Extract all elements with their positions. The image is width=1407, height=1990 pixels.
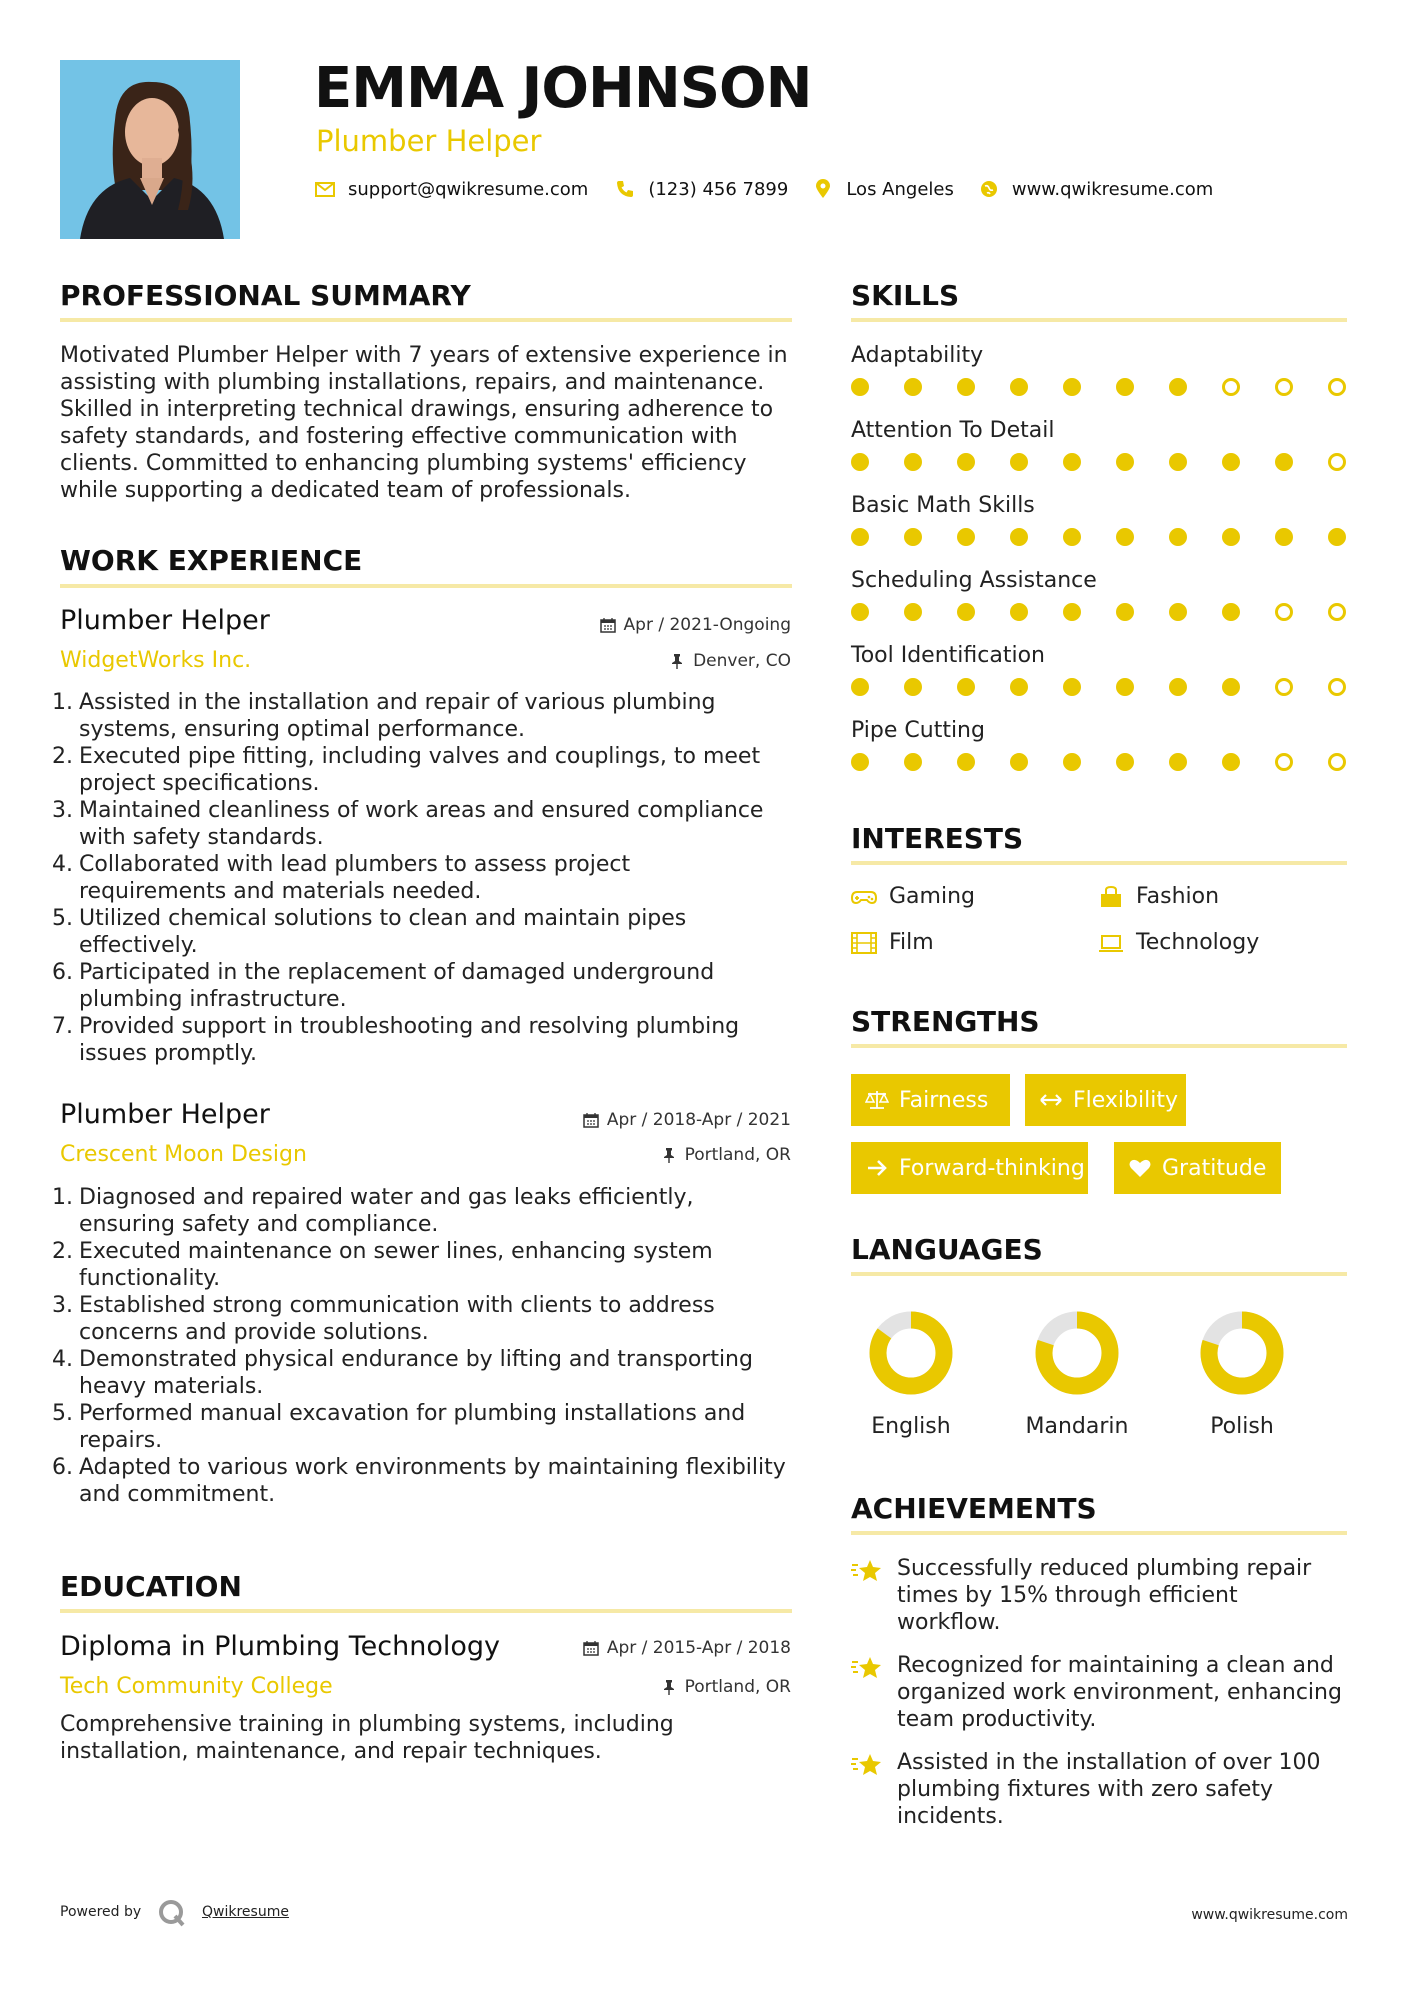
job-location-text: Portland, OR [684,1145,791,1165]
qwikresume-link[interactable]: Qwikresume [202,1904,289,1920]
list-item: Utilized chemical solutions to clean and maintain pipes effectively. [79,906,687,958]
list-item: Demonstrated physical endurance by lifting and transporting heavy materials. [79,1347,753,1399]
language-item [1172,1308,1312,1439]
rating-dot-filled [1222,453,1240,471]
job-company: WidgetWorks Inc. [60,648,252,673]
interest-label: Technology [1136,930,1260,955]
rating-dot-filled [851,753,869,771]
contact-website[interactable] [978,178,1213,200]
rating-dot-filled [1063,453,1081,471]
interest-label: Gaming [889,884,975,909]
rating-dot-filled [1063,603,1081,621]
language-donut [1172,1308,1312,1398]
achievements-divider [851,1531,1347,1535]
list-item: Diagnosed and repaired water and gas leaks efficiently, ensuring safety and compliance. [79,1185,694,1237]
interest-label: Fashion [1136,884,1220,909]
list-item: Established strong communication with clients to address concerns and provide solutions. [79,1293,715,1345]
rating-dot-filled [1222,753,1240,771]
summary-line: Skilled in interpreting technical drawings, ensuring adherence to [60,397,774,422]
rating-dot-filled [1275,453,1293,471]
education-description: Comprehensive training in plumbing systems, including installation, maintenance, and repair techniques. [60,1712,674,1764]
rating-dot-filled [1063,528,1081,546]
rating-dot-filled [957,753,975,771]
star-icon [851,1654,883,1682]
interest-fashion [1098,884,1219,909]
interest-technology [1098,930,1259,955]
pushpin-icon [661,1679,677,1695]
rating-dot-filled [1275,528,1293,546]
job-location [669,651,791,671]
skill-rating [851,453,1346,471]
list-item: Participated in the replacement of damaged underground plumbing infrastructure. [79,960,715,1012]
bag-icon [1098,886,1124,908]
balance-scale-icon [865,1089,889,1111]
interests-divider [851,861,1347,865]
rating-dot-filled [1169,753,1187,771]
contact-phone-text: (123) 456 7899 [648,178,789,200]
rating-dot-filled [904,453,922,471]
rating-dot-empty [1328,378,1346,396]
rating-dot-filled [957,453,975,471]
arrow-right-icon [865,1157,889,1179]
list-item: Provided support in troubleshooting and resolving plumbing issues promptly. [79,1014,740,1066]
rating-dot-filled [1116,603,1134,621]
rating-dot-filled [904,753,922,771]
school-name: Tech Community College [60,1674,333,1699]
degree-title: Diploma in Plumbing Technology [60,1631,500,1662]
strengths-divider [851,1044,1347,1048]
skill-name: Adaptability [851,343,984,368]
rating-dot-empty [1275,603,1293,621]
job-duties [60,1184,800,1508]
rating-dot-empty [1328,603,1346,621]
interest-film [851,930,934,955]
education-location-text: Portland, OR [684,1677,791,1697]
rating-dot-filled [957,528,975,546]
language-item [841,1308,981,1439]
calendar-icon [600,617,616,633]
job-dates [600,615,791,635]
rating-dot-filled [851,378,869,396]
gamepad-icon [851,886,877,908]
rating-dot-filled [1169,453,1187,471]
languages-divider [851,1272,1347,1276]
envelope-icon [314,178,336,200]
skill-rating [851,603,1346,621]
list-item: Performed manual excavation for plumbing installations and repairs. [79,1401,746,1453]
summary-heading: PROFESSIONAL SUMMARY [60,279,471,312]
strengths-heading: STRENGTHS [851,1005,1040,1038]
rating-dot-filled [1063,753,1081,771]
rating-dot-empty [1275,753,1293,771]
skill-rating [851,378,1346,396]
interest-gaming [851,884,975,909]
rating-dot-empty [1222,378,1240,396]
skill-name: Basic Math Skills [851,493,1035,518]
rating-dot-filled [904,603,922,621]
rating-dot-filled [1010,603,1028,621]
skill-rating [851,753,1346,771]
job-duties [60,689,800,1067]
summary-line: safety standards, and fostering effective communication with [60,424,738,449]
rating-dot-empty [1275,678,1293,696]
star-icon [851,1751,883,1779]
languages-heading: LANGUAGES [851,1233,1043,1266]
rating-dot-filled [851,528,869,546]
rating-dot-filled [1222,678,1240,696]
experience-divider [60,584,792,588]
list-item: Executed pipe fitting, including valves and couplings, to meet project specifications. [79,744,761,796]
summary-line: clients. Committed to enhancing plumbing systems' efficiency [60,451,747,476]
education-dates-text: Apr / 2015-Apr / 2018 [606,1638,791,1658]
rating-dot-filled [851,453,869,471]
job-location-text: Denver, CO [693,651,791,671]
film-icon [851,932,877,954]
rating-dot-filled [957,603,975,621]
rating-dot-filled [1222,528,1240,546]
contact-website-text: www.qwikresume.com [1011,178,1214,200]
contact-location [812,178,954,200]
contact-email[interactable] [314,178,588,200]
language-donut [1007,1308,1147,1398]
rating-dot-filled [1116,753,1134,771]
summary-text [60,342,800,504]
map-pin-icon [812,178,834,200]
list-item: Adapted to various work environments by maintaining flexibility and commitment. [79,1455,786,1507]
footer-website[interactable]: www.qwikresume.com [1191,1907,1348,1923]
arrows-horizontal-icon [1039,1089,1063,1111]
rating-dot-filled [851,678,869,696]
rating-dot-filled [1116,378,1134,396]
strength-tag [851,1142,1088,1194]
achievement-item: Recognized for maintaining a clean and organized work environment, enhancing team productivity. [851,1652,1347,1733]
summary-divider [60,318,792,322]
strength-tag [1025,1074,1186,1126]
job-dates-text: Apr / 2018-Apr / 2021 [606,1110,791,1130]
candidate-title: Plumber Helper [316,124,542,158]
qwikresume-logo-icon [157,1898,187,1928]
rating-dot-filled [1222,603,1240,621]
strength-label: Gratitude [1162,1155,1267,1181]
rating-dot-filled [851,603,869,621]
skill-rating [851,528,1346,546]
language-item [1007,1308,1147,1439]
rating-dot-filled [1169,678,1187,696]
candidate-name: EMMA JOHNSON [314,56,812,121]
skills-list [851,343,1347,793]
globe-icon [978,178,1000,200]
achievement-item: Assisted in the installation of over 100 plumbing fixtures with zero safety incidents. [851,1749,1347,1830]
skill-name: Pipe Cutting [851,718,985,743]
laptop-icon [1098,932,1124,954]
rating-dot-filled [1116,528,1134,546]
skills-divider [851,318,1347,322]
rating-dot-filled [957,378,975,396]
achievement-item: Successfully reduced plumbing repair times by 15% through efficient workflow. [851,1555,1347,1636]
rating-dot-filled [957,678,975,696]
rating-dot-empty [1328,453,1346,471]
skill-name: Scheduling Assistance [851,568,1097,593]
summary-line: Motivated Plumber Helper with 7 years of extensive experience in [60,343,788,368]
strength-tag [851,1074,1010,1126]
language-name: English [871,1414,951,1439]
job-dates [583,1110,791,1130]
calendar-icon [583,1640,599,1656]
rating-dot-filled [1010,453,1028,471]
skills-heading: SKILLS [851,279,960,312]
rating-dot-filled [1169,603,1187,621]
rating-dot-filled [1169,378,1187,396]
rating-dot-filled [1010,753,1028,771]
job-company: Crescent Moon Design [60,1142,307,1167]
list-item: Executed maintenance on sewer lines, enhancing system functionality. [79,1239,713,1291]
language-donut [841,1308,981,1398]
rating-dot-filled [904,678,922,696]
heart-icon [1128,1157,1152,1179]
skill-row [851,493,1347,568]
skill-row [851,568,1347,643]
contact-phone[interactable] [614,178,788,200]
job-dates-text: Apr / 2021-Ongoing [623,615,791,635]
languages-list [841,1308,1361,1448]
language-name: Mandarin [1025,1414,1129,1439]
achievements-list [851,1555,1347,1830]
job-title: Plumber Helper [60,1099,270,1130]
education-dates [583,1638,791,1658]
rating-dot-filled [1063,678,1081,696]
rating-dot-filled [904,378,922,396]
interest-label: Film [889,930,934,955]
powered-by-label: Powered by [60,1904,142,1920]
contact-email-text: support@qwikresume.com [348,178,589,200]
summary-line: assisting with plumbing installations, repairs, and maintenance. [60,370,765,395]
strength-label: Flexibility [1073,1087,1178,1113]
job-title: Plumber Helper [60,605,270,636]
rating-dot-filled [1010,378,1028,396]
profile-photo [60,60,240,239]
calendar-icon [583,1112,599,1128]
skill-rating [851,678,1346,696]
experience-heading: WORK EXPERIENCE [60,544,363,577]
list-item: Maintained cleanliness of work areas and ensured compliance with safety standards. [79,798,764,850]
rating-dot-filled [1010,528,1028,546]
rating-dot-empty [1328,753,1346,771]
pushpin-icon [669,653,685,669]
skill-row [851,718,1347,793]
pushpin-icon [661,1147,677,1163]
language-name: Polish [1210,1414,1274,1439]
rating-dot-filled [1169,528,1187,546]
rating-dot-filled [1116,453,1134,471]
skill-name: Tool Identification [851,643,1045,668]
job-location [661,1145,791,1165]
contact-bar [314,178,1233,200]
rating-dot-filled [1328,528,1346,546]
interests-heading: INTERESTS [851,822,1024,855]
strength-tag [1114,1142,1281,1194]
list-item: Collaborated with lead plumbers to assess project requirements and materials needed. [79,852,631,904]
list-item: Assisted in the installation and repair of various plumbing systems, ensuring optimal performance. [79,690,716,742]
skill-row [851,418,1347,493]
education-heading: EDUCATION [60,1570,242,1603]
skill-row [851,643,1347,718]
rating-dot-empty [1328,678,1346,696]
rating-dot-filled [1063,378,1081,396]
skill-name: Attention To Detail [851,418,1055,443]
achievements-heading: ACHIEVEMENTS [851,1492,1097,1525]
star-icon [851,1557,883,1585]
summary-line: while supporting a dedicated team of professionals. [60,478,631,503]
education-divider [60,1609,792,1613]
rating-dot-filled [1010,678,1028,696]
rating-dot-empty [1275,378,1293,396]
skill-row [851,343,1347,418]
contact-location-text: Los Angeles [846,178,954,200]
rating-dot-filled [904,528,922,546]
strength-label: Fairness [899,1087,989,1113]
rating-dot-filled [1116,678,1134,696]
phone-icon [614,178,636,200]
education-location [661,1677,791,1697]
strength-label: Forward-thinking [899,1155,1085,1181]
